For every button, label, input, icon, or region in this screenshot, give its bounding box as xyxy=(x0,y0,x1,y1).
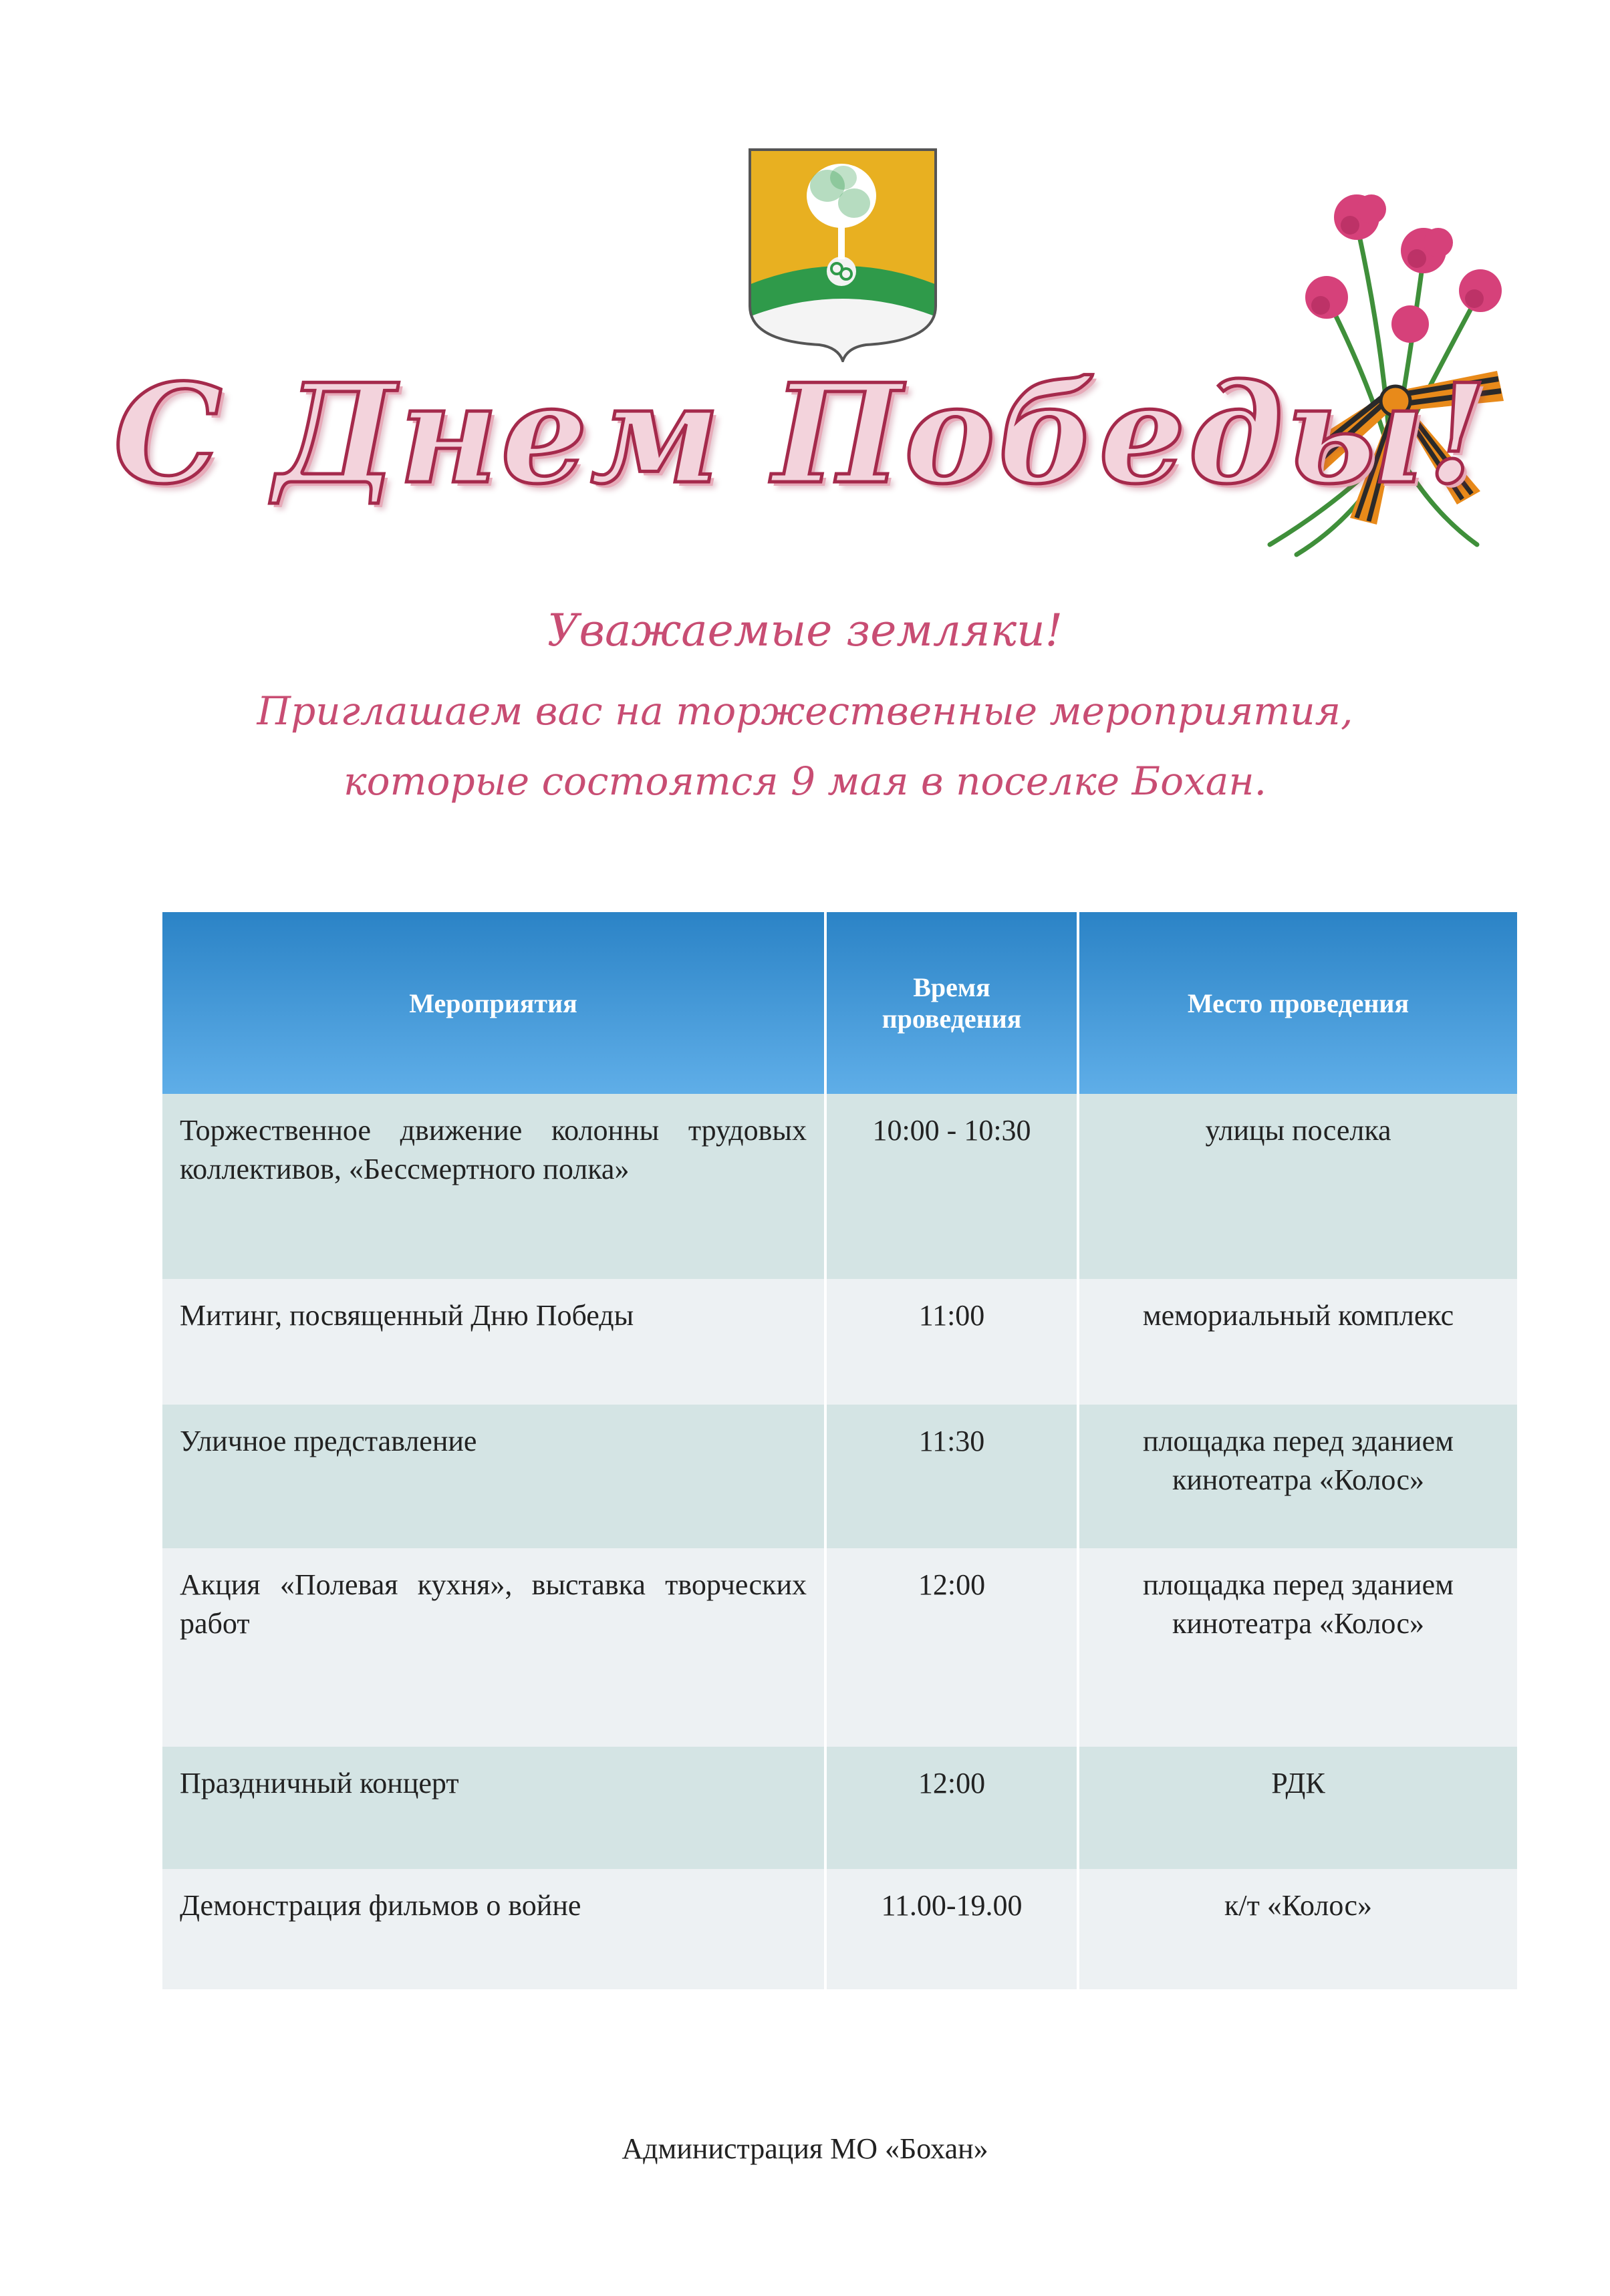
time-cell: 10:00 - 10:30 xyxy=(825,1094,1078,1279)
place-cell: РДК xyxy=(1078,1747,1517,1869)
place-cell: площадка перед зданием кинотеатра «Колос» xyxy=(1078,1548,1517,1747)
event-cell: Акция «Полевая кухня», выставка творческих работ xyxy=(162,1548,825,1747)
header-event: Мероприятия xyxy=(162,912,825,1094)
table-header-row xyxy=(162,912,1517,1094)
event-cell: Праздничный концерт xyxy=(162,1747,825,1869)
place-cell: площадка перед зданием кинотеатра «Колос» xyxy=(1078,1405,1517,1548)
table-row xyxy=(162,1548,1517,1747)
event-cell: Митинг, посвященный Дню Победы xyxy=(162,1279,825,1405)
place-cell: к/т «Колос» xyxy=(1078,1869,1517,1989)
time-cell: 11.00-19.00 xyxy=(825,1869,1078,1989)
time-cell: 12:00 xyxy=(825,1747,1078,1869)
greeting-title: С Днем Победы! xyxy=(114,354,1490,515)
place-cell: мемориальный комплекс xyxy=(1078,1279,1517,1405)
footer-signature: Администрация МО «Бохан» xyxy=(622,2132,988,2165)
header-time: Время проведения xyxy=(825,912,1078,1094)
time-cell: 11:30 xyxy=(825,1405,1078,1548)
table-row xyxy=(162,1279,1517,1405)
events-schedule-table xyxy=(162,912,1517,1989)
event-cell: Демонстрация фильмов о войне xyxy=(162,1869,825,1989)
header-place: Место проведения xyxy=(1078,912,1517,1094)
event-cell: Уличное представление xyxy=(162,1405,825,1548)
table-row xyxy=(162,1747,1517,1869)
table-row xyxy=(162,1869,1517,1989)
time-cell: 11:00 xyxy=(825,1279,1078,1405)
intro-invitation-line: Приглашаем вас на торжественные мероприятия, xyxy=(257,688,1353,734)
time-cell: 12:00 xyxy=(825,1548,1078,1747)
intro-salutation: Уважаемые земляки! xyxy=(547,605,1063,656)
coat-of-arms-emblem xyxy=(746,146,940,362)
event-cell: Торжественное движение колонны трудовых коллективов, «Бессмертного полка» xyxy=(162,1094,825,1279)
place-cell: улицы поселка xyxy=(1078,1094,1517,1279)
intro-date-place-line: которые состоятся 9 мая в поселке Бохан. xyxy=(343,758,1267,804)
table-row xyxy=(162,1094,1517,1279)
table-row xyxy=(162,1405,1517,1548)
